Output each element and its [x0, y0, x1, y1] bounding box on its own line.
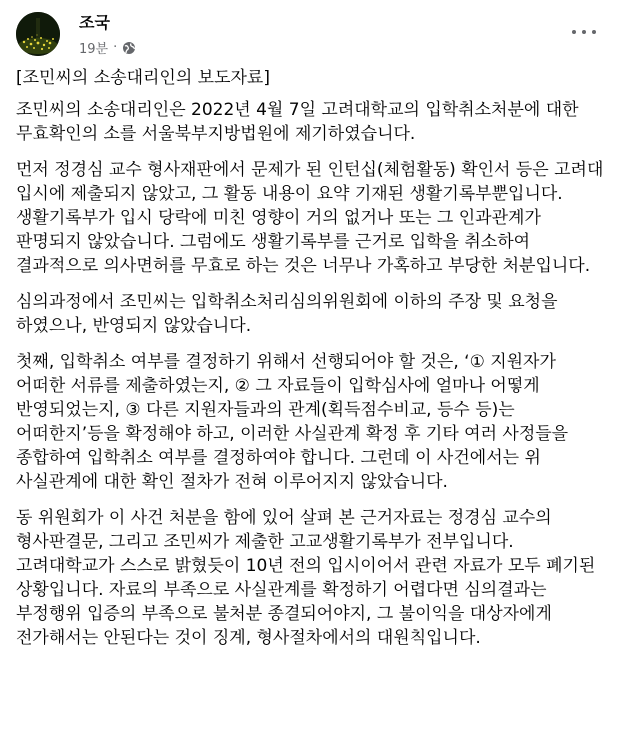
post-body	[16, 66, 610, 662]
avatar-image	[16, 12, 60, 56]
post-paragraph: 심의과정에서 조민씨는 입학취소처리심의위원회에 이하의 주장 및 요청을 하였으나, 반영되지 않았습니다.	[16, 292, 558, 336]
post-paragraph: 동 위원회가 이 사건 처분을 함에 있어 살펴 본 근거자료는 정경심 교수의 형사판결문, 그리고 조민씨가 제출한 고교생활기록부가 전부입니다. 고려대학교가 스스로 밝혔듯이 10년 전의 입시이어서 관련 자료가 모두 폐기된 상황입니다. 자료의 부족으로 사실관계를 확정하기 어렵다면 심의결과는 부정행위 입증의 부족으로 불처분 종결되어야지, 그 불이익을 대상자에게 전가해서는 안된다는 것이 징계, 형사절차에서의 대원칙입니다.	[16, 508, 596, 648]
author-name[interactable]: 조국	[79, 13, 110, 32]
post-meta	[79, 38, 136, 57]
post-header	[0, 0, 624, 66]
globe-icon[interactable]	[122, 41, 136, 55]
more-options-icon[interactable]	[572, 24, 596, 40]
meta-separator: ·	[113, 40, 118, 55]
post-paragraph: [조민씨의 소송대리인의 보도자료]	[16, 68, 270, 88]
post-timestamp[interactable]: 19분	[79, 42, 109, 57]
author-avatar[interactable]	[16, 12, 60, 56]
post-paragraph: 먼저 정경심 교수 형사재판에서 문제가 된 인턴십(체험활동) 확인서 등은 고려대 입시에 제출되지 않았고, 그 활동 내용이 요약 기재된 생활기록부뿐입니다. 생활기록부가 입시 당락에 미친 영향이 거의 없거나 또는 그 인과관계가 판명되지 않았습니다. 그럼에도 생활기록부를 근거로 입학을 취소하여 결과적으로 의사면허를 무효로 하는 것은 너무나 가혹하고 부당한 처분입니다.	[16, 160, 604, 276]
post-paragraph: 첫째, 입학취소 여부를 결정하기 위해서 선행되어야 할 것은, ‘① 지원자가 어떠한 서류를 제출하였는지, ② 그 자료들이 입학심사에 얼마나 어떻게 반영되었는지, ③ 다른 지원자들과의 관계(획득점수비교, 등수 등)는 어떠한지’등을 확정해야 하고, 이러한 사실관계 확정 후 기타 여러 사정들을 종합하여 입학취소 여부를 결정하여야 합니다. 그런데 이 사건에서는 위 사실관계에 대한 확인 절차가 전혀 이루어지지 않았습니다.	[16, 352, 569, 492]
post-paragraph: 조민씨의 소송대리인은 2022년 4월 7일 고려대학교의 입학취소처분에 대한 무효확인의 소를 서울북부지방법원에 제기하였습니다.	[16, 100, 579, 144]
